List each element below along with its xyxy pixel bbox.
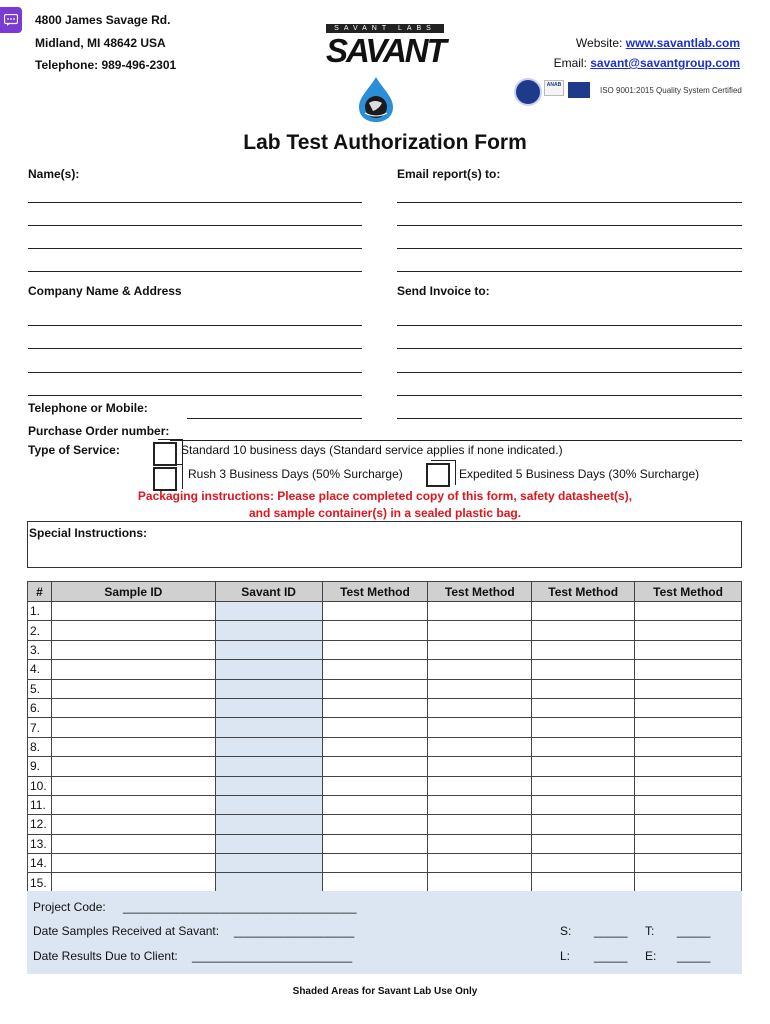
sample-id-cell[interactable] — [51, 815, 215, 834]
test-method-cell[interactable] — [635, 660, 742, 679]
invoice-input-line-3[interactable] — [397, 372, 742, 373]
test-method-cell[interactable] — [532, 815, 635, 834]
special-instructions-label: Special Instructions: — [29, 526, 148, 540]
l-field[interactable]: _____ — [594, 949, 628, 963]
test-method-cell[interactable] — [322, 602, 428, 621]
test-method-cell[interactable] — [428, 834, 532, 853]
company-input-line-1[interactable] — [28, 325, 362, 326]
test-method-cell[interactable] — [428, 737, 532, 756]
project-code-field[interactable]: ___________________________________ — [123, 900, 357, 914]
savant-id-cell[interactable] — [215, 854, 322, 873]
names-label: Name(s): — [28, 167, 80, 181]
row-number: 12. — [28, 815, 52, 834]
s-field[interactable]: _____ — [594, 924, 628, 938]
row-number: 4. — [28, 660, 52, 679]
test-method-cell[interactable] — [428, 679, 532, 698]
test-method-cell[interactable] — [635, 854, 742, 873]
savant-id-cell[interactable] — [215, 757, 322, 776]
sample-table — [27, 581, 742, 893]
row-number: 7. — [28, 718, 52, 737]
email-link[interactable]: savant@savantgroup.com — [590, 56, 740, 70]
form-title: Lab Test Authorization Form — [243, 131, 527, 154]
table-row — [28, 621, 742, 640]
test-method-cell[interactable] — [428, 854, 532, 873]
test-method-cell[interactable] — [532, 679, 635, 698]
test-method-cell[interactable] — [532, 873, 635, 892]
names-input-line-4[interactable] — [28, 271, 362, 272]
invoice-input-line-1[interactable] — [397, 325, 742, 326]
test-method-cell[interactable] — [635, 718, 742, 737]
test-method-cell[interactable] — [635, 776, 742, 795]
website-label: Website: — [575, 36, 623, 50]
date-received-label: Date Samples Received at Savant: — [33, 924, 220, 938]
test-method-cell[interactable] — [322, 698, 428, 717]
test-method-cell[interactable] — [635, 602, 742, 621]
sample-id-cell[interactable] — [51, 795, 215, 814]
test-method-cell[interactable] — [532, 757, 635, 776]
row-number: 3. — [28, 640, 52, 659]
rush-service-checkbox[interactable] — [153, 467, 177, 491]
table-row — [28, 679, 742, 698]
test-method-cell[interactable] — [428, 621, 532, 640]
address-line2: Midland, MI 48642 USA — [35, 36, 166, 50]
col-header-test-method-3: Test Method — [532, 582, 635, 602]
test-method-cell[interactable] — [635, 815, 742, 834]
sample-id-cell[interactable] — [51, 660, 215, 679]
sample-id-cell[interactable] — [51, 621, 215, 640]
test-method-cell[interactable] — [635, 621, 742, 640]
test-method-cell[interactable] — [532, 602, 635, 621]
date-due-field[interactable]: ________________________ — [192, 949, 353, 963]
iso-certified-text: ISO 9001:2015 Quality System Certified — [600, 86, 742, 95]
invoice-input-line-2[interactable] — [397, 348, 742, 349]
accreditation-badge-icon — [568, 82, 590, 98]
row-number: 11. — [28, 795, 52, 814]
table-header-row — [28, 582, 742, 602]
col-header-test-method-4: Test Method — [635, 582, 742, 602]
savant-id-cell[interactable] — [215, 834, 322, 853]
test-method-cell[interactable] — [428, 698, 532, 717]
invoice-label: Send Invoice to: — [397, 284, 490, 298]
e-label: E: — [645, 949, 657, 963]
invoice-input-line-5[interactable] — [397, 418, 742, 419]
col-header-savant-id: Savant ID — [215, 582, 322, 602]
table-row — [28, 776, 742, 795]
test-method-cell[interactable] — [428, 640, 532, 659]
sample-id-cell[interactable] — [51, 854, 215, 873]
test-method-cell[interactable] — [322, 718, 428, 737]
standard-service-checkbox[interactable] — [153, 442, 177, 466]
test-method-cell[interactable] — [322, 757, 428, 776]
row-number: 9. — [28, 757, 52, 776]
test-method-cell[interactable] — [532, 834, 635, 853]
test-method-cell[interactable] — [635, 873, 742, 892]
email-input-line-3[interactable] — [397, 248, 742, 249]
anab-badge-icon: ANAB — [544, 80, 564, 96]
col-header-test-method-1: Test Method — [322, 582, 428, 602]
date-received-field[interactable]: __________________ — [234, 924, 355, 938]
test-method-cell[interactable] — [322, 854, 428, 873]
telephone-input-line[interactable] — [187, 418, 362, 419]
test-method-cell[interactable] — [428, 815, 532, 834]
chat-button[interactable] — [0, 7, 22, 33]
test-method-cell[interactable] — [322, 737, 428, 756]
s-label: S: — [560, 924, 572, 938]
company-input-line-3[interactable] — [28, 372, 362, 373]
website-link[interactable]: www.savantlab.com — [625, 36, 740, 50]
packaging-instructions-line1: Packaging instructions: Please place completed copy of this form, safety datasheet(s), — [137, 489, 633, 503]
table-row — [28, 718, 742, 737]
website-line — [576, 36, 740, 50]
email-input-line-1[interactable] — [397, 202, 742, 203]
sample-id-cell[interactable] — [51, 718, 215, 737]
row-number: 1. — [28, 602, 52, 621]
table-row — [28, 757, 742, 776]
savant-id-cell[interactable] — [215, 698, 322, 717]
test-method-cell[interactable] — [635, 640, 742, 659]
email-input-line-2[interactable] — [397, 225, 742, 226]
sample-id-cell[interactable] — [51, 679, 215, 698]
row-number: 8. — [28, 737, 52, 756]
test-method-cell[interactable] — [428, 795, 532, 814]
test-method-cell[interactable] — [428, 602, 532, 621]
row-number: 5. — [28, 679, 52, 698]
row-number: 6. — [28, 698, 52, 717]
test-method-cell[interactable] — [428, 873, 532, 892]
savant-id-cell[interactable] — [215, 776, 322, 795]
standard-service-label: Standard 10 business days (Standard service applies if none indicated.) — [181, 443, 563, 457]
savant-id-cell[interactable] — [215, 602, 322, 621]
e-field[interactable]: _____ — [677, 949, 711, 963]
test-method-cell[interactable] — [322, 679, 428, 698]
address-line1: 4800 James Savage Rd. — [35, 13, 171, 27]
email-line — [554, 56, 740, 70]
expedited-service-checkbox[interactable] — [426, 463, 450, 487]
company-input-line-4[interactable] — [28, 395, 362, 396]
test-method-cell[interactable] — [428, 757, 532, 776]
savant-id-cell[interactable] — [215, 718, 322, 737]
table-row — [28, 698, 742, 717]
table-row — [28, 737, 742, 756]
test-method-cell[interactable] — [635, 795, 742, 814]
po-input-line[interactable] — [170, 440, 742, 441]
sample-id-cell[interactable] — [51, 757, 215, 776]
test-method-cell[interactable] — [322, 815, 428, 834]
test-method-cell[interactable] — [532, 640, 635, 659]
col-header-test-method-2: Test Method — [428, 582, 532, 602]
invoice-input-line-4[interactable] — [397, 395, 742, 396]
savant-id-cell[interactable] — [215, 640, 322, 659]
test-method-cell[interactable] — [322, 795, 428, 814]
table-row — [28, 602, 742, 621]
email-reports-label: Email report(s) to: — [397, 167, 501, 181]
test-method-cell[interactable] — [635, 757, 742, 776]
table-row — [28, 834, 742, 853]
savant-id-cell[interactable] — [215, 737, 322, 756]
names-input-line-3[interactable] — [28, 248, 362, 249]
email-label: Email: — [553, 56, 587, 70]
table-row — [28, 854, 742, 873]
savant-id-cell[interactable] — [215, 815, 322, 834]
test-method-cell[interactable] — [322, 621, 428, 640]
test-method-cell[interactable] — [532, 795, 635, 814]
telephone-text: Telephone: 989-496-2301 — [35, 58, 177, 72]
logo-top-text: SAVANT LABS — [326, 24, 444, 33]
table-row — [28, 795, 742, 814]
names-input-line-1[interactable] — [28, 202, 362, 203]
test-method-cell[interactable] — [322, 834, 428, 853]
sample-id-cell[interactable] — [51, 873, 215, 892]
row-number: 13. — [28, 834, 52, 853]
company-label: Company Name & Address — [28, 284, 182, 298]
globe-drop-icon — [355, 75, 397, 123]
rush-service-label: Rush 3 Business Days (50% Surcharge) — [188, 467, 403, 481]
table-row — [28, 815, 742, 834]
expedited-service-label: Expedited 5 Business Days (30% Surcharge) — [459, 467, 700, 481]
company-input-line-2[interactable] — [28, 348, 362, 349]
test-method-cell[interactable] — [532, 854, 635, 873]
table-row — [28, 873, 742, 892]
savant-id-cell[interactable] — [215, 795, 322, 814]
table-row — [28, 640, 742, 659]
test-method-cell[interactable] — [428, 660, 532, 679]
telephone-label: Telephone or Mobile: — [28, 401, 148, 415]
test-method-cell[interactable] — [635, 834, 742, 853]
chat-icon — [4, 14, 18, 26]
service-type-label: Type of Service: — [28, 443, 120, 457]
t-label: T: — [645, 924, 655, 938]
sample-id-cell[interactable] — [51, 776, 215, 795]
email-input-line-4[interactable] — [397, 271, 742, 272]
test-method-cell[interactable] — [532, 621, 635, 640]
row-number: 2. — [28, 621, 52, 640]
sample-id-cell[interactable] — [51, 834, 215, 853]
test-method-cell[interactable] — [322, 873, 428, 892]
savant-id-cell[interactable] — [215, 621, 322, 640]
test-method-cell[interactable] — [322, 776, 428, 795]
savant-id-cell[interactable] — [215, 873, 322, 892]
sample-id-cell[interactable] — [51, 602, 215, 621]
row-number: 14. — [28, 854, 52, 873]
table-row — [28, 660, 742, 679]
logo-main-text: SAVANT — [326, 32, 445, 69]
test-method-cell[interactable] — [532, 718, 635, 737]
t-field[interactable]: _____ — [677, 924, 711, 938]
row-number: 10. — [28, 776, 52, 795]
sample-id-cell[interactable] — [51, 698, 215, 717]
sample-id-cell[interactable] — [51, 640, 215, 659]
l-label: L: — [560, 949, 571, 963]
test-method-cell[interactable] — [635, 737, 742, 756]
test-method-cell[interactable] — [322, 640, 428, 659]
names-input-line-2[interactable] — [28, 225, 362, 226]
test-method-cell[interactable] — [532, 776, 635, 795]
test-method-cell[interactable] — [428, 776, 532, 795]
date-due-label: Date Results Due to Client: — [33, 949, 178, 963]
test-method-cell[interactable] — [532, 698, 635, 717]
lab-use-section — [27, 891, 742, 974]
test-method-cell[interactable] — [532, 737, 635, 756]
packaging-instructions-line2: and sample container(s) in a sealed plastic bag. — [248, 506, 522, 520]
test-method-cell[interactable] — [322, 660, 428, 679]
col-header-number: # — [28, 582, 52, 602]
certification-seal-icon — [514, 78, 542, 106]
savant-id-cell[interactable] — [215, 679, 322, 698]
row-number: 15. — [28, 873, 52, 892]
lab-use-footnote: Shaded Areas for Savant Lab Use Only — [292, 986, 478, 997]
savant-id-cell[interactable] — [215, 660, 322, 679]
test-method-cell[interactable] — [635, 679, 742, 698]
col-header-sample-id: Sample ID — [51, 582, 215, 602]
test-method-cell[interactable] — [635, 698, 742, 717]
savant-logo — [326, 24, 444, 69]
special-instructions-box[interactable] — [27, 521, 742, 568]
sample-id-cell[interactable] — [51, 737, 215, 756]
project-code-label: Project Code: — [33, 900, 106, 914]
test-method-cell[interactable] — [428, 718, 532, 737]
test-method-cell[interactable] — [532, 660, 635, 679]
po-label: Purchase Order number: — [28, 424, 170, 438]
